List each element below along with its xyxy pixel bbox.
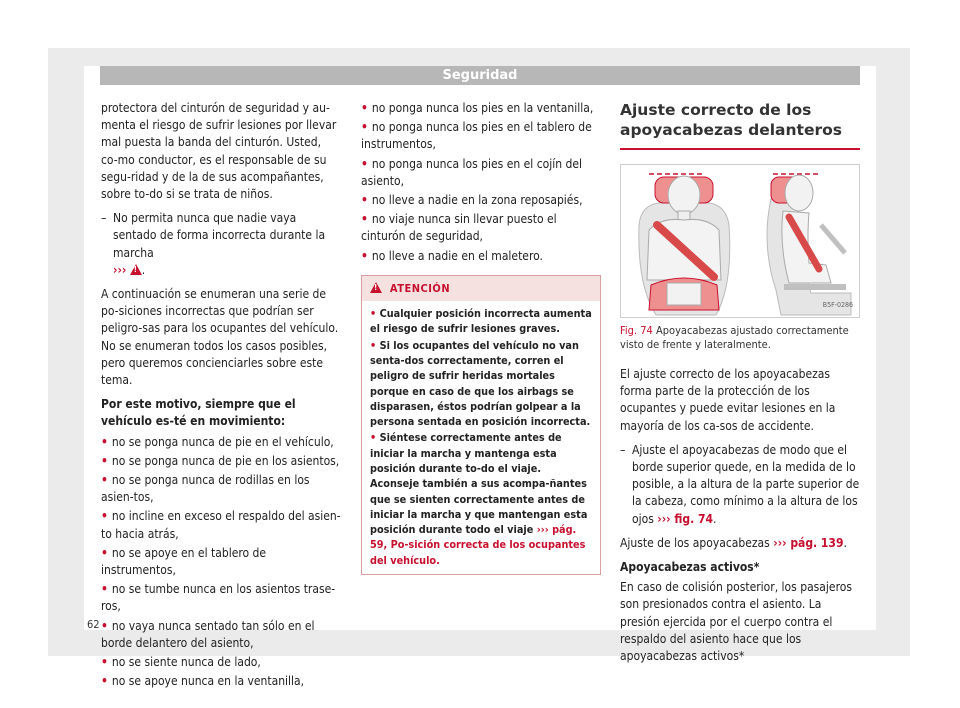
page-number: 62 bbox=[87, 618, 100, 631]
warning-header bbox=[362, 276, 600, 301]
warning-item bbox=[370, 338, 592, 430]
bullet-icon: • bbox=[361, 212, 368, 227]
list-item bbox=[101, 508, 341, 542]
list-item-text: no ponga nunca los pies en el cojín del asiento, bbox=[361, 156, 582, 188]
list-item bbox=[101, 618, 341, 652]
bullet-icon: • bbox=[361, 156, 368, 171]
bullet-icon: • bbox=[101, 453, 108, 468]
title-divider bbox=[620, 148, 860, 150]
warning-item-text: Si los ocupantes del vehículo no van senta-dos correctamente, corren el peligro de sufrir heridas mortales porque en caso de que los airbags se disparasen, éstos podrían golpear a la persona sentada en posición incorrecta. bbox=[370, 338, 591, 429]
bullet-icon: • bbox=[370, 307, 380, 321]
section-title: Ajuste correcto de los apoyacabezas delanteros bbox=[620, 101, 842, 139]
warning-item-text: Siéntese correctamente antes de iniciar la marcha y mantenga esta posición durante to-do el viaje. Aconseje también a sus acompa-ñantes que se sienten correctamente antes de iniciar la marcha y que mantengan esta posición durante todo el viaje bbox=[370, 431, 588, 537]
bullet-icon: • bbox=[101, 674, 108, 689]
dash-item: – Ajuste el apoyacabezas de modo que el borde superior quede, en la medida de lo posible, a la altura de la parte superior de la cabeza, como mínimo a la altura de los ojos ››› fig. 74. bbox=[620, 442, 860, 526]
figure-label: Fig. 74 bbox=[620, 324, 653, 337]
bullet-icon: • bbox=[101, 509, 108, 524]
warning-icon bbox=[130, 264, 142, 275]
list-item bbox=[101, 453, 341, 470]
figure-reference-link[interactable]: ››› fig. 74 bbox=[657, 511, 713, 526]
column-left bbox=[101, 100, 341, 693]
bullet-icon: • bbox=[370, 338, 380, 352]
bullet-list bbox=[361, 100, 601, 265]
bold-intro: Por este motivo, siempre que el vehículo es-té en movimiento: bbox=[101, 397, 296, 429]
list-item-text: no ponga nunca los pies en el tablero de instrumentos, bbox=[361, 120, 592, 152]
bullet-icon: • bbox=[101, 582, 108, 597]
paragraph: El ajuste correcto de los apoyacabezas forma parte de la protección de los ocupantes y puede evitar lesiones en la mayoría de los ca-sos de accidente. bbox=[620, 367, 836, 433]
warning-body bbox=[362, 301, 600, 574]
bullet-icon: • bbox=[361, 120, 368, 135]
bullet-icon: • bbox=[101, 655, 108, 670]
list-item-text: no se tumbe nunca en los asientos trase-ros, bbox=[101, 582, 336, 614]
list-item bbox=[101, 472, 341, 506]
paragraph-text: Ajuste de los apoyacabezas bbox=[620, 535, 770, 550]
warning-item bbox=[370, 306, 592, 337]
paragraph: En caso de colisión posterior, los pasajeros son presionados contra el asiento. La presión ejercida por el cuerpo contra el respaldo del asiento hace que los apoyacabezas activos* bbox=[620, 580, 852, 664]
list-item-text: no se siente nunca de lado, bbox=[111, 655, 261, 670]
list-item-text: no se apoye nunca en la ventanilla, bbox=[111, 674, 305, 689]
ref-arrow[interactable]: ››› bbox=[113, 262, 127, 277]
dash-marker: – bbox=[620, 442, 626, 457]
column-right bbox=[620, 100, 860, 672]
warning-item bbox=[370, 430, 592, 568]
headrest-illustration bbox=[621, 165, 859, 317]
bullet-icon: • bbox=[361, 248, 368, 263]
list-item-text: no se ponga nunca de pie en el vehículo, bbox=[111, 434, 334, 449]
section-header: Seguridad bbox=[100, 66, 860, 85]
page-reference-link[interactable]: ››› pág. 139 bbox=[773, 535, 844, 550]
page-reference-link[interactable]: ››› pág. 59, Po-sición correcta de los ocupantes del vehículo. bbox=[370, 523, 586, 567]
paragraph: protectora del cinturón de seguridad y au-menta el riesgo de sufrir lesiones por llevar mal puesta la banda del cinturón. Usted, co-mo conductor, es el responsable de su segu-ridad y de la de sus acompañantes, sobre to-do si se trata de niños. bbox=[101, 101, 337, 202]
list-item bbox=[361, 156, 601, 190]
bullet-icon: • bbox=[361, 101, 368, 115]
list-item bbox=[101, 654, 341, 671]
warning-box bbox=[361, 275, 601, 575]
list-item-text: no ponga nunca los pies en la ventanilla, bbox=[371, 101, 594, 115]
bullet-icon: • bbox=[101, 545, 108, 560]
list-item bbox=[101, 545, 341, 579]
warning-item-text: Cualquier posición incorrecta aumenta el riesgo de sufrir lesiones graves. bbox=[370, 307, 592, 336]
warning-icon bbox=[370, 282, 382, 293]
list-item-text: no lleve a nadie en la zona reposapiés, bbox=[371, 193, 583, 208]
list-item-text: no viaje nunca sin llevar puesto el cinturón de seguridad, bbox=[361, 212, 557, 244]
bullet-icon: • bbox=[370, 431, 380, 445]
dash-marker: – bbox=[101, 211, 107, 226]
subsection-title: Apoyacabezas activos* bbox=[620, 560, 760, 575]
bullet-icon: • bbox=[101, 434, 108, 449]
bullet-list bbox=[101, 434, 341, 691]
list-item-text: no vaya nunca sentado tan sólo en el borde delantero del asiento, bbox=[101, 618, 315, 650]
list-item bbox=[361, 211, 601, 245]
dash-text: Ajuste el apoyacabezas de modo que el borde superior quede, en la medida de lo posible, a la altura de la parte superior de la cabeza, como mínimo a la altura de los ojos bbox=[632, 442, 860, 526]
list-item-text: no incline en exceso el respaldo del asien-to hacia atrás, bbox=[101, 509, 341, 541]
warning-title: ATENCIÓN bbox=[389, 281, 451, 295]
list-item bbox=[361, 119, 601, 153]
list-item-text: no se apoye en el tablero de instrumentos, bbox=[101, 545, 267, 578]
figure-caption bbox=[620, 324, 860, 352]
list-item bbox=[361, 100, 601, 117]
list-item bbox=[361, 248, 601, 265]
list-item-text: no lleve a nadie en el maletero. bbox=[371, 248, 543, 263]
list-item bbox=[101, 673, 341, 690]
paragraph: A continuación se enumeran una serie de po-siciones incorrectas que podrían ser peligro-sas para los ocupantes del vehículo. No se enumeran todos los casos posibles, pero queremos concienciarles sobre este tema. bbox=[101, 287, 339, 388]
list-item-text: no se ponga nunca de rodillas en los asien-tos, bbox=[101, 473, 310, 505]
figure-headrest bbox=[620, 164, 860, 318]
bullet-icon: • bbox=[101, 618, 108, 633]
dash-text: No permita nunca que nadie vaya sentado de forma incorrecta durante la marcha bbox=[113, 211, 326, 260]
list-item bbox=[101, 434, 341, 451]
dash-item: – No permita nunca que nadie vaya sentado de forma incorrecta durante la marcha ››› ! . bbox=[101, 210, 341, 279]
figure-caption-text: Apoyacabezas ajustado correctamente visto de frente y lateralmente. bbox=[620, 324, 849, 351]
column-middle bbox=[361, 100, 601, 575]
list-item bbox=[101, 581, 341, 615]
figure-code: B5F-0286 bbox=[822, 300, 853, 309]
list-item-text: no se ponga nunca de pie en los asientos, bbox=[111, 453, 340, 468]
bullet-icon: • bbox=[101, 473, 108, 488]
paragraph: Ajuste de los apoyacabezas ››› pág. 139. bbox=[620, 535, 847, 550]
list-item bbox=[361, 192, 601, 209]
bullet-icon: • bbox=[361, 193, 368, 208]
